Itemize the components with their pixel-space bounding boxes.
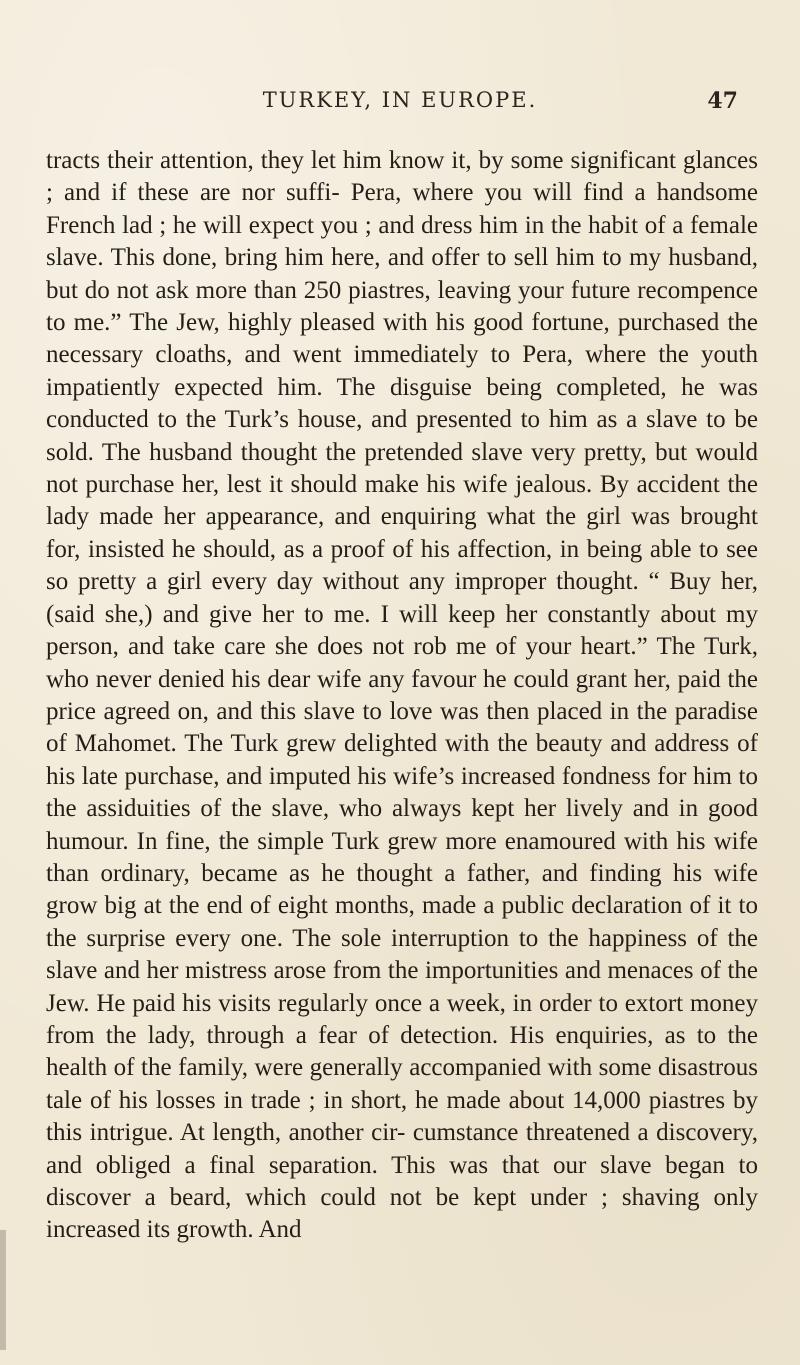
body-text: [46, 145, 758, 1247]
page-number: 47: [707, 88, 738, 114]
running-head: TURKEY, IN EUROPE.: [262, 88, 538, 112]
page-edge-shadow: [0, 1230, 6, 1350]
paragraph: tracts their attention, they let him know it, by some significant glances ; and if these are nor suffi- Pera, where you will find a handsome French lad ; he will expect you ; and dress him in the habit of a female slave. This done, bring him here, and offer to sell him to my husband, but do not ask more than 250 piastres, leaving your future recompence to me.” The Jew, highly pleased with his good fortune, purchased the necessary cloaths, and went immediately to Pera, where the youth impatiently expected him. The disguise being completed, he was conducted to the Turk’s house, and presented to him as a slave to be sold. The husband thought the pretended slave very pretty, but would not purchase her, lest it should make his wife jealous. By accident the lady made her appearance, and enquiring what the girl was brought for, insisted he should, as a proof of his affection, in being able to see so pretty a girl every day without any improper thought. “ Buy her, (said she,) and give her to me. I will keep her constantly about my person, and take care she does not rob me of your heart.” The Turk, who never denied his dear wife any favour he could grant her, paid the price agreed on, and this slave to love was then placed in the paradise of Mahomet. The Turk grew delighted with the beauty and address of his late purchase, and imputed his wife’s increased fondness for him to the assiduities of the slave, who always kept her lively and in good humour. In fine, the simple Turk grew more enamoured with his wife than ordinary, became as he thought a father, and finding his wife grow big at the end of eight months, made a public declaration of it to the surprise every one. The sole interruption to the happiness of the slave and her mistress arose from the importunities and menaces of the Jew. He paid his visits regularly once a week, in order to extort money from the lady, through a fear of detection. His enquiries, as to the health of the family, were generally accompanied with some disastrous tale of his losses in trade ; in short, he made about 14,000 piastres by this intrigue. At length, another cir- cumstance threatened a discovery, and obliged a final separation. This was that our slave began to discover a beard, which could not be kept under ; shaving only increased its growth. And: [46, 147, 758, 1244]
page-header: [0, 88, 800, 128]
